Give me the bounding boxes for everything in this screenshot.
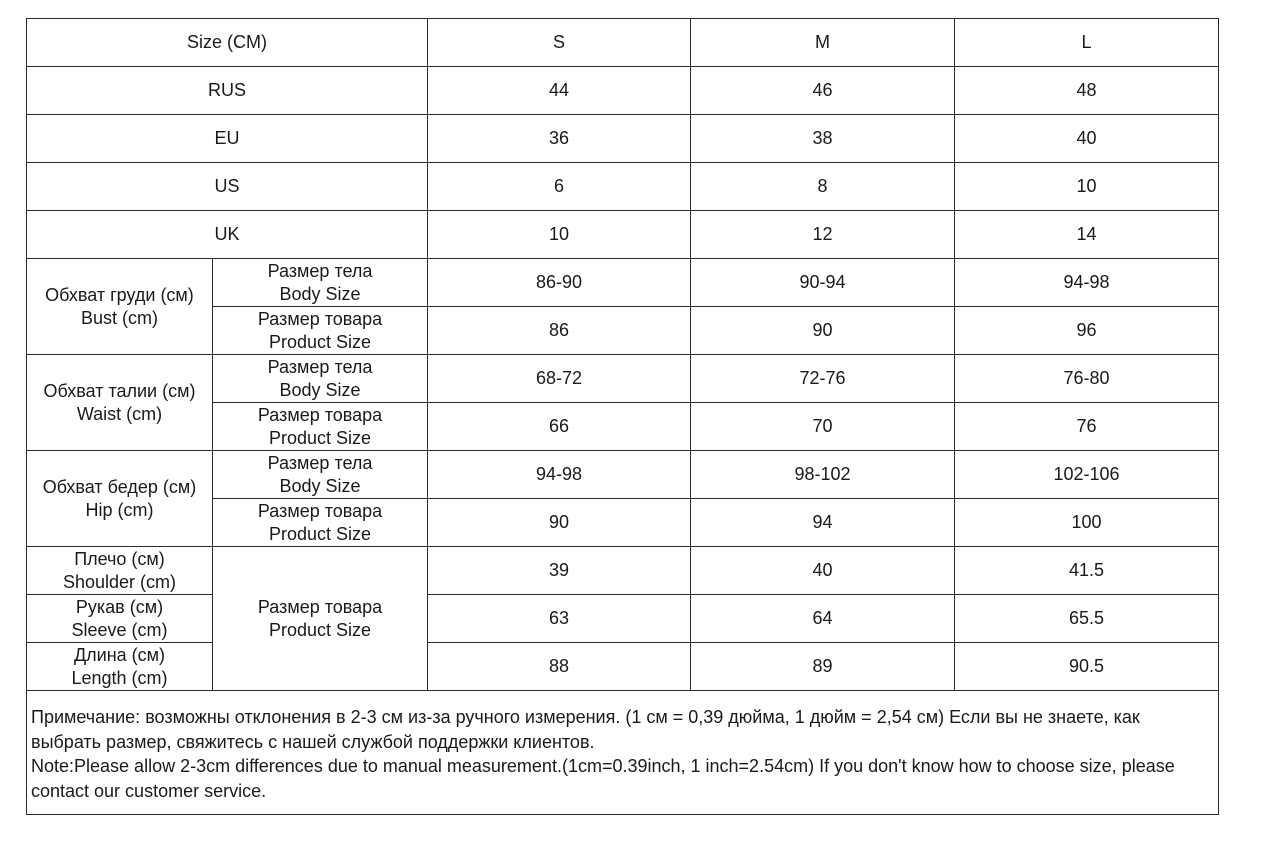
size-type-en: Body Size [279, 475, 361, 496]
hip-label-ru: Обхват бедер (см) [42, 476, 197, 497]
waist-label-en: Waist (cm) [76, 403, 163, 424]
size-type-ru: Размер тела [267, 452, 373, 473]
table-cell: 10 [428, 211, 691, 259]
table-cell: 86 [428, 307, 691, 355]
table-cell: 66 [428, 403, 691, 451]
length-label [27, 643, 213, 691]
waist-label [27, 355, 213, 451]
table-cell: 100 [955, 499, 1219, 547]
table-cell: 48 [955, 67, 1219, 115]
region-row-us [27, 163, 1219, 211]
table-cell: 40 [955, 115, 1219, 163]
table-cell: 94-98 [955, 259, 1219, 307]
bust-label-ru: Обхват груди (см) [45, 284, 194, 305]
table-cell: 39 [428, 547, 691, 595]
size-type-label [213, 355, 428, 403]
waist-label-ru: Обхват талии (см) [43, 380, 196, 401]
region-label: US [27, 163, 428, 211]
size-type-en: Product Size [268, 619, 372, 640]
size-type-ru: Размер товара [257, 404, 383, 425]
sleeve-label-ru: Рукав (см) [75, 596, 164, 617]
note-en: Note:Please allow 2-3cm differences due to manual measurement.(1cm=0.39inch, 1 inch=2.54cm) If you don't know how to choose size, please contact our customer service. [31, 756, 1175, 801]
table-cell: 64 [691, 595, 955, 643]
table-cell: 63 [428, 595, 691, 643]
shoulder-label [27, 547, 213, 595]
region-label: EU [27, 115, 428, 163]
waist-body-row [27, 355, 1219, 403]
size-type-label [213, 403, 428, 451]
size-header-m: M [691, 19, 955, 67]
size-type-ru: Размер тела [267, 356, 373, 377]
table-cell: 70 [691, 403, 955, 451]
region-label: UK [27, 211, 428, 259]
table-cell: 94-98 [428, 451, 691, 499]
length-row [27, 643, 1219, 691]
table-cell: 90 [691, 307, 955, 355]
table-cell: 46 [691, 67, 955, 115]
length-label-ru: Длина (см) [73, 644, 166, 665]
table-cell: 90-94 [691, 259, 955, 307]
note-ru: Примечание: возможны отклонения в 2-3 см из-за ручного измерения. (1 см = 0,39 дюйма, 1 дюйм = 2,54 см) Если вы не знаете, как выбрать размер, свяжитесь с нашей службой поддержки клиентов. [31, 707, 1140, 752]
size-type-ru: Размер тела [267, 260, 373, 281]
size-header-s: S [428, 19, 691, 67]
table-cell: 10 [955, 163, 1219, 211]
table-cell: 14 [955, 211, 1219, 259]
size-type-en: Body Size [279, 283, 361, 304]
table-cell: 6 [428, 163, 691, 211]
region-row-uk [27, 211, 1219, 259]
size-type-en: Product Size [268, 427, 372, 448]
note-cell [27, 691, 1219, 815]
size-type-ru: Размер товара [257, 596, 383, 617]
table-cell: 76 [955, 403, 1219, 451]
table-cell: 68-72 [428, 355, 691, 403]
table-cell: 94 [691, 499, 955, 547]
region-label: RUS [27, 67, 428, 115]
size-type-en: Product Size [268, 331, 372, 352]
size-header-label: Size (CM) [27, 19, 428, 67]
bust-label [27, 259, 213, 355]
hip-label-en: Hip (cm) [85, 499, 154, 520]
size-type-ru: Размер товара [257, 308, 383, 329]
shoulder-label-en: Shoulder (cm) [62, 571, 177, 592]
table-cell: 86-90 [428, 259, 691, 307]
size-chart-table [26, 18, 1219, 815]
bust-label-en: Bust (cm) [80, 307, 158, 328]
table-cell: 76-80 [955, 355, 1219, 403]
table-cell: 72-76 [691, 355, 955, 403]
table-cell: 38 [691, 115, 955, 163]
size-type-label [213, 499, 428, 547]
header-row [27, 19, 1219, 67]
sleeve-label-en: Sleeve (cm) [71, 619, 168, 640]
bust-body-row [27, 259, 1219, 307]
sleeve-row [27, 595, 1219, 643]
shoulder-label-ru: Плечо (см) [74, 548, 165, 569]
table-cell: 36 [428, 115, 691, 163]
sleeve-label [27, 595, 213, 643]
table-cell: 41.5 [955, 547, 1219, 595]
table-cell: 65.5 [955, 595, 1219, 643]
table-cell: 96 [955, 307, 1219, 355]
hip-body-row [27, 451, 1219, 499]
size-type-label [213, 451, 428, 499]
table-cell: 89 [691, 643, 955, 691]
table-cell: 88 [428, 643, 691, 691]
region-row-eu [27, 115, 1219, 163]
size-type-label [213, 259, 428, 307]
size-type-label [213, 307, 428, 355]
size-type-en: Product Size [268, 523, 372, 544]
product-size-label [213, 547, 428, 691]
table-cell: 102-106 [955, 451, 1219, 499]
hip-label [27, 451, 213, 547]
table-cell: 12 [691, 211, 955, 259]
size-type-en: Body Size [279, 379, 361, 400]
size-type-ru: Размер товара [257, 500, 383, 521]
size-header-l: L [955, 19, 1219, 67]
length-label-en: Length (cm) [71, 667, 168, 688]
table-cell: 8 [691, 163, 955, 211]
note-row [27, 691, 1219, 815]
table-cell: 44 [428, 67, 691, 115]
shoulder-row [27, 547, 1219, 595]
table-cell: 98-102 [691, 451, 955, 499]
table-cell: 90 [428, 499, 691, 547]
table-cell: 90.5 [955, 643, 1219, 691]
table-cell: 40 [691, 547, 955, 595]
region-row-rus [27, 67, 1219, 115]
